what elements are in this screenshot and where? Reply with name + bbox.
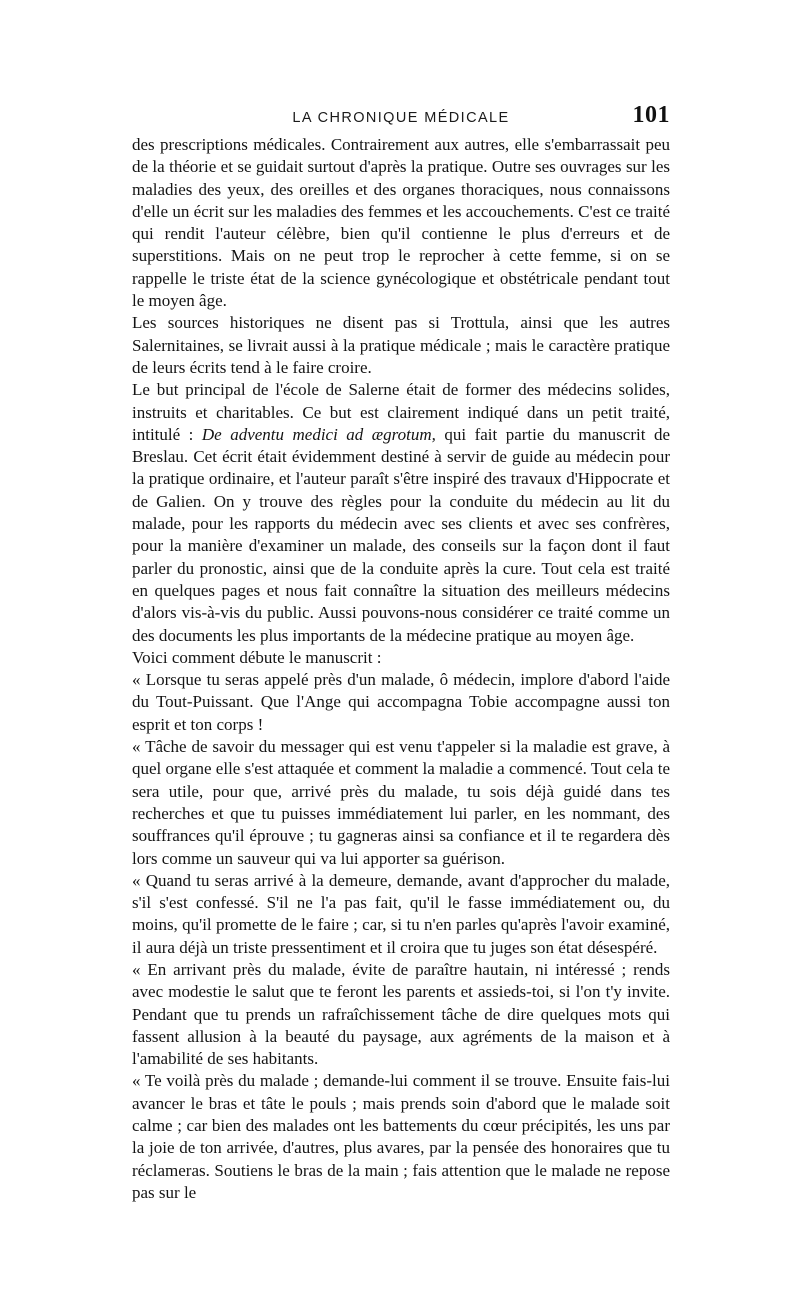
paragraph-quote-4: « En arrivant près du malade, évite de paraître hautain, ni intéressé ; rends avec modestie le salut que te feront les parents et assieds-toi, si l'on t'y invite. Pendant que tu prends un rafraîchissement tâche de dire quelques mots qui fassent allusion à la beauté du paysage, aux agréments de la maison et à l'amabilité de ses habitants. (132, 959, 670, 1069)
body-text (132, 134, 670, 1204)
treatise-title: De adventu medici ad ægrotum, (201, 424, 436, 444)
paragraph-salerne-school (132, 379, 670, 647)
paragraph-quote-2: « Tâche de savoir du messager qui est venu t'appeler si la maladie est grave, à quel organe elle s'est attaquée et comment la maladie a commencé. Tout cela te sera utile, pour que, arrivé près du malade, tu sois déjà guidé dans tes recherches et que tu puisses immédiatement lui parler, en les nommant, des souffrances qu'il éprouve ; tu gagneras ainsi sa confiance et il te regardera dès lors comme un sauveur qui va lui apporter sa guérison. (132, 737, 670, 868)
paragraph-trottula: Les sources historiques ne disent pas si Trottula, ainsi que les autres Salernitaines, se livrait aussi à la pratique médicale ; mais le caractère pratique de leurs écrits tend à le faire croire. (132, 313, 670, 377)
running-title: LA CHRONIQUE MÉDICALE (292, 110, 510, 126)
paragraph-quote-1: « Lorsque tu seras appelé près d'un malade, ô médecin, implore d'abord l'aide du Tout-Puissant. Que l'Ange qui accompagna Tobie accompagne aussi ton esprit et ton corps ! (132, 670, 670, 734)
paragraph-quote-5: « Te voilà près du malade ; demande-lui comment il se trouve. Ensuite fais-lui avancer le bras et tâte le pouls ; mais prends soin d'abord que le malade soit calme ; car bien des malades ont les battements du cœur précipités, les uns par la joie de ton arrivée, d'autres, plus avares, par la pensée des honoraires que tu réclameras. Soutiens le bras de la main ; fais attention que le malade ne repose pas sur le (132, 1071, 670, 1202)
paragraph-text-before-title: Le but principal de l'école de Salerne était de former des médecins solides, instruits et charitables. Ce but est clairement indiqué dans un petit traité, intitulé : (132, 380, 670, 444)
paragraph-quote-3: « Quand tu seras arrivé à la demeure, demande, avant d'approcher du malade, s'il s'est confessé. S'il ne l'a pas fait, qu'il le fasse immédiatement ou, du moins, qu'il promette de le faire ; car, si tu n'en parles qu'après l'avoir examiné, il aura déjà un triste pressentiment et il croira que tu juges son état désespéré. (132, 870, 670, 957)
page-number: 101 (632, 102, 670, 128)
paragraph-continuation: des prescriptions médicales. Contrairement aux autres, elle s'embarrassait peu de la théorie et se guidait surtout d'après la pratique. Outre ses ouvrages sur les maladies des yeux, des oreilles et des organes thoraciques, nous connaissons d'elle un écrit sur les maladies des femmes et les accouchements. C'est ce traité qui rendit l'auteur célèbre, bien qu'il contienne le plus d'erreurs et de superstitions. Mais on ne peut trop le reprocher à cette femme, si on se rappelle le triste état de la science gynécologique et obstétricale pendant tout le moyen âge. (132, 135, 670, 311)
paragraph-text-after-title: qui fait partie du manuscrit de Breslau. Cet écrit était évidemment destiné à servir de guide au médecin pour la pratique ordinaire, et l'auteur paraît s'être inspiré des travaux d'Hippocrate et de Galien. On y trouve des règles pour la conduite du médecin au lit du malade, pour les rapports du médecin avec ses clients et avec ses confrères, pour la manière d'examiner un malade, des conseils sur la façon dont il faut parler du pronostic, ainsi que de la conduite après la cure. Tout cela est traité en quelques pages et nous fait connaître la situation des meilleurs médecins d'alors vis-à-vis du public. Aussi pouvons-nous considérer ce traité comme un des documents les plus importants de la médecine pratique au moyen âge. (132, 424, 670, 645)
running-header (132, 102, 670, 132)
paragraph-manuscript-intro: Voici comment débute le manuscrit : (132, 647, 382, 667)
